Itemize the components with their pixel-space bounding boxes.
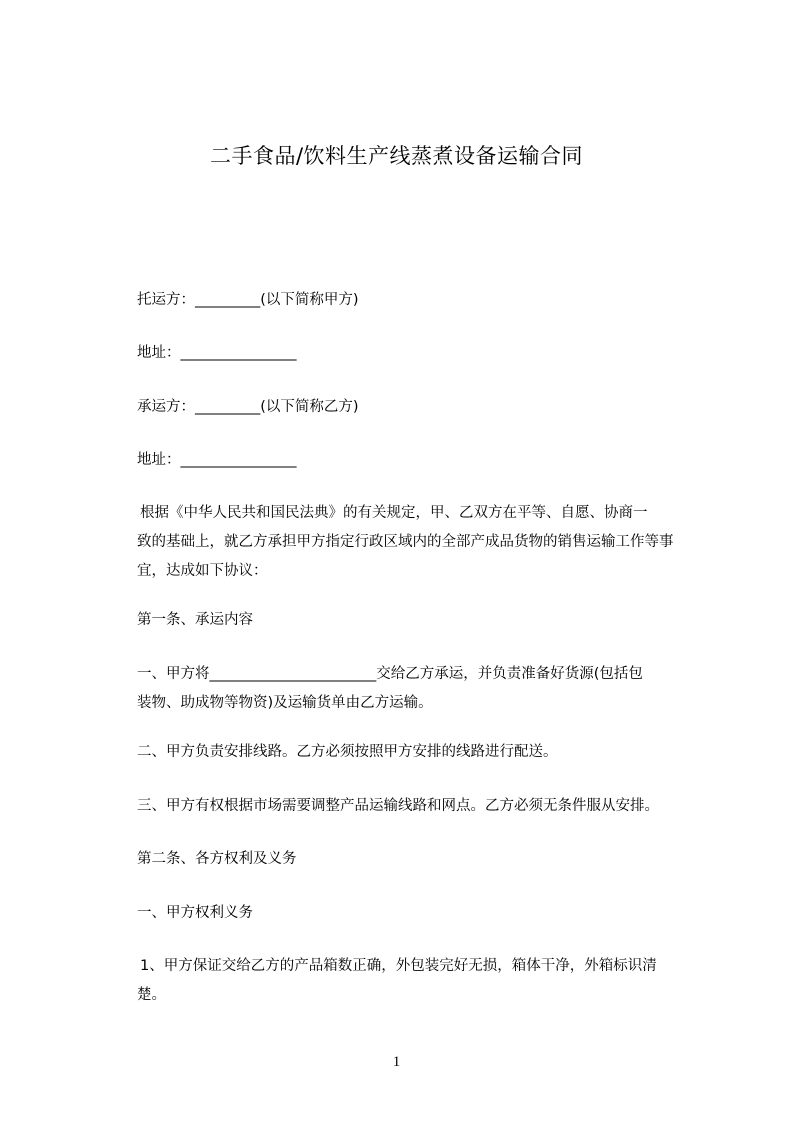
document-title: 二手食品/饮料生产线蒸煮设备运输合同 <box>209 144 584 168</box>
article-1-item-1-line: 装物、助成物等物资)及运输货单由乙方运输。 <box>137 695 433 711</box>
article-1-heading: 第一条、承运内容 <box>137 612 253 628</box>
article-1-item-1-line: 一、甲方将_______________________交给乙方承运，并负责准备好货源(包括包 <box>137 666 643 682</box>
carrier-line: 承运方：_________(以下简称乙方) <box>137 399 359 415</box>
article-1-item-2: 二、甲方负责安排线路。乙方必须按照甲方安排的线路进行配送。 <box>137 744 558 760</box>
intro-paragraph-line: 宜，达成如下协议： <box>137 563 268 579</box>
shipper-line: 托运方：_________(以下简称甲方) <box>137 292 359 308</box>
carrier-address-line: 地址：________________ <box>137 452 297 468</box>
page-number: 1 <box>392 1054 401 1070</box>
article-1-item-3: 三、甲方有权根据市场需要调整产品运输线路和网点。乙方必须无条件服从安排。 <box>137 798 659 814</box>
article-2-section-1-item-1-line: 楚。 <box>137 987 166 1003</box>
article-2-section-1-heading: 一、甲方权利义务 <box>137 905 253 921</box>
shipper-address-line: 地址：________________ <box>137 345 297 361</box>
article-2-section-1-item-1-line: 1、甲方保证交给乙方的产品箱数正确，外包装完好无损，箱体干净，外箱标识清 <box>140 958 657 974</box>
intro-paragraph-line: 根据《中华人民共和国民法典》的有关规定，甲、乙双方在平等、自愿、协商一 <box>140 505 648 521</box>
article-2-heading: 第二条、各方权利及义务 <box>137 851 297 867</box>
intro-paragraph-line: 致的基础上，就乙方承担甲方指定行政区域内的全部产成品货物的销售运输工作等事 <box>137 534 674 550</box>
